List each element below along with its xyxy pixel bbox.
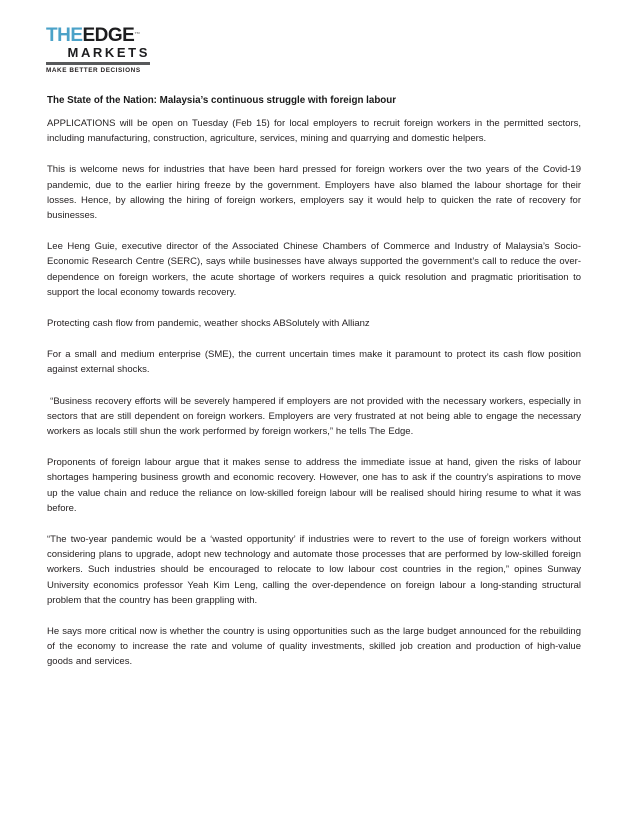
article-paragraph: Proponents of foreign labour argue that it makes sense to address the immediate issue at hand, given the risks of labour shortages hampering business growth and economic recovery. However, one has to ask if the country’s aspirations to move up the value chain and reduce the reliance on low-skilled foreign labour will be realised should hiring resume to what it was before. bbox=[47, 457, 581, 514]
logo-wordmark bbox=[46, 26, 150, 45]
article-paragraph: He says more critical now is whether the country is using opportunities such as the large budget announced for the rebuilding of the economy to increase the rate and volume of quality investments, skilled job creation and production of high-value goods and services. bbox=[47, 626, 581, 668]
article-paragraph: This is welcome news for industries that have been hard pressed for foreign workers over the two years of the Covid-19 pandemic, due to the earlier hiring freeze by the government. Employers have also blamed the labour shortage for their losses. Hence, by allowing the hiring of foreign workers, employers say it would help to quicken the rate of recovery for businesses. bbox=[47, 164, 581, 222]
trademark-symbol: ™ bbox=[134, 32, 141, 38]
article-body bbox=[47, 116, 581, 670]
article-paragraph: “The two-year pandemic would be a ‘wasted opportunity’ if industries were to revert to the use of foreign workers without considering plans to upgrade, adopt new technology and automate those processes that are performed by low-skilled foreign workers. Such industries should be encouraged to relocate to low labour cost countries in the region,” opines Sunway University economics professor Yeah Kim Leng, calling the over-dependence on foreign labour a long-standing structural problem that the country has been grappling with. bbox=[47, 534, 581, 606]
article-paragraph: APPLICATIONS will be open on Tuesday (Feb 15) for local employers to recruit foreign workers in the permitted sectors, including manufacturing, construction, agriculture, services, mining and quarrying and domestic helpers. bbox=[47, 118, 581, 145]
article-paragraph: Protecting cash flow from pandemic, weather shocks ABSolutely with Allianz bbox=[47, 318, 370, 330]
logo-markets-text: MARKETS bbox=[67, 45, 150, 60]
article-paragraph: Lee Heng Guie, executive director of the Associated Chinese Chambers of Commerce and Industry of Malaysia’s Socio-Economic Research Centre (SERC), says while businesses have always supported the government’s call to reduce the over-dependence on foreign workers, the acute shortage of workers requires a quick resolution and pragmatic prioritisation to support the local economy towards recovery. bbox=[47, 241, 581, 298]
article-title: The State of the Nation: Malaysia’s continuous struggle with foreign labour bbox=[47, 95, 397, 106]
logo-divider bbox=[46, 62, 150, 65]
article-paragraph: “Business recovery efforts will be severely hampered if employers are not provided with the necessary workers, especially in sectors that are still dependent on foreign workers. Employers are very frustrated at not being able to engage the necessary workers as locals still shun the work performed by foreign workers,” he tells The Edge. bbox=[47, 395, 581, 438]
logo-edge-text: EDGE bbox=[82, 25, 135, 46]
article-paragraph: For a small and medium enterprise (SME), the current uncertain times make it paramount to protect its cash flow position against external shocks. bbox=[47, 349, 581, 376]
logo-the-text: THE bbox=[46, 25, 83, 46]
article-content bbox=[47, 93, 581, 686]
edge-markets-logo bbox=[46, 26, 150, 74]
logo-tagline: MAKE BETTER DECISIONS bbox=[46, 66, 141, 74]
